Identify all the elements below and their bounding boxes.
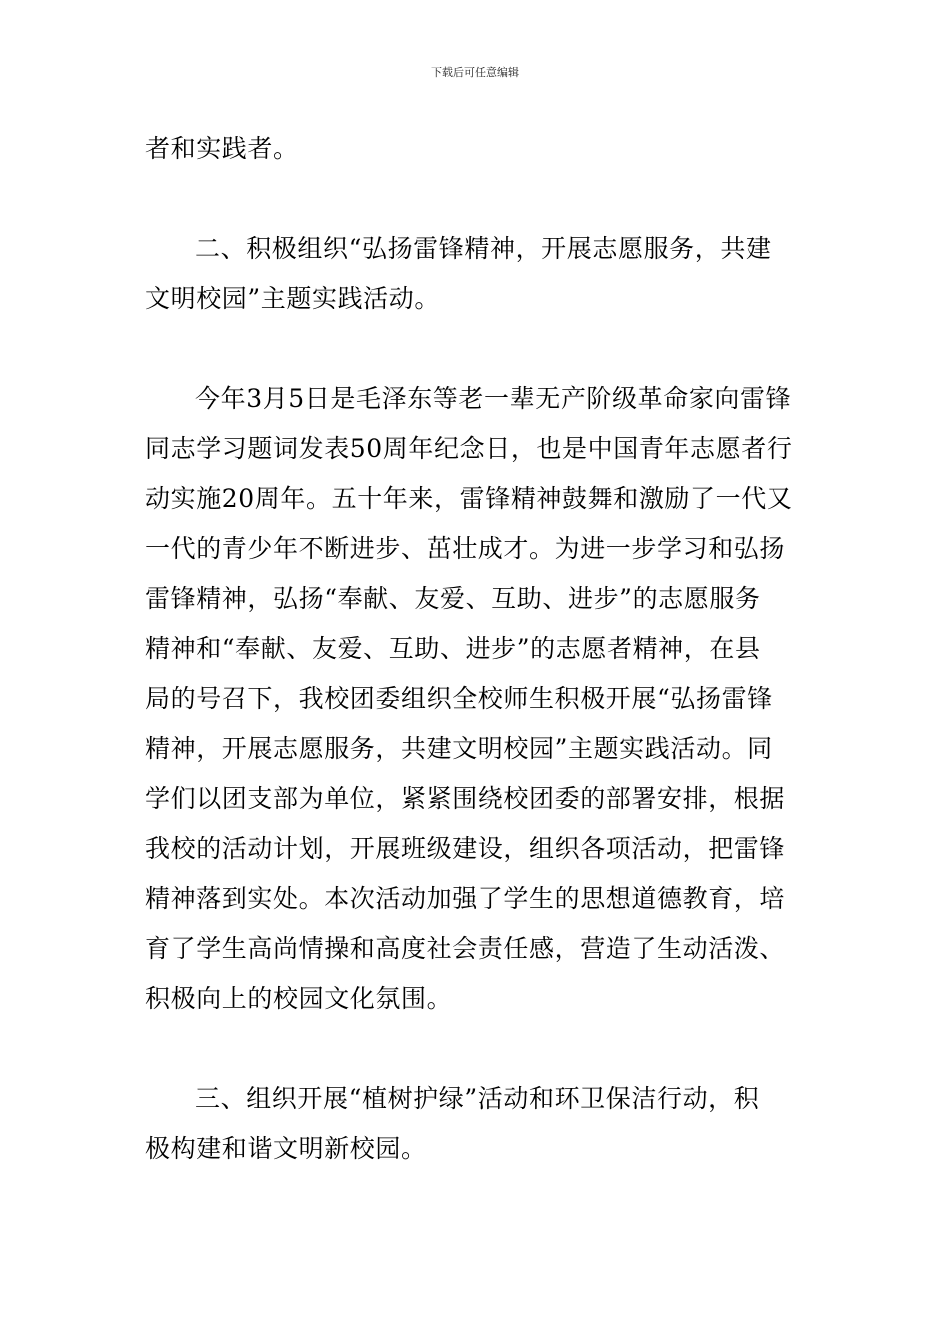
- section-heading-line: 二、积极组织“弘扬雷锋精神，开展志愿服务，共建: [195, 234, 772, 263]
- page-header: 下载后可任意编辑: [431, 66, 519, 79]
- paragraph-line: 局的号召下，我校团委组织全校师生积极开展“弘扬雷锋: [145, 684, 773, 713]
- section-heading-line: 三、组织开展“植树护绿”活动和环卫保洁行动，积: [195, 1084, 760, 1113]
- paragraph-line: 精神和“奉献、友爱、互助、进步”的志愿者精神，在县: [145, 634, 761, 663]
- section-heading-line: 文明校园”主题实践活动。: [145, 284, 440, 313]
- paragraph-line: 雷锋精神，弘扬“奉献、友爱、互助、进步”的志愿服务: [145, 584, 761, 613]
- paragraph-line: 积极向上的校园文化氛围。: [145, 984, 453, 1013]
- text-line: 者和实践者。: [145, 134, 299, 163]
- paragraph-line: 今年3月5日是毛泽东等老一辈无产阶级革命家向雷锋: [195, 384, 792, 413]
- paragraph-line: 一代的青少年不断进步、茁壮成才。为进一步学习和弘扬: [145, 534, 786, 563]
- paragraph-line: 同志学习题词发表50周年纪念日，也是中国青年志愿者行: [145, 434, 793, 463]
- paragraph-line: 动实施20周年。五十年来，雷锋精神鼓舞和激励了一代又: [145, 484, 793, 513]
- paragraph-line: 育了学生高尚情操和高度社会责任感，营造了生动活泼、: [145, 934, 786, 963]
- paragraph-line: 精神落到实处。本次活动加强了学生的思想道德教育，培: [145, 884, 786, 913]
- paragraph-line: 我校的活动计划，开展班级建设，组织各项活动，把雷锋: [145, 834, 786, 863]
- paragraph-line: 学们以团支部为单位，紧紧围绕校团委的部署安排，根据: [145, 784, 786, 813]
- paragraph-line: 精神，开展志愿服务，共建文明校园”主题实践活动。同: [145, 734, 773, 763]
- section-heading-line: 极构建和谐文明新校园。: [145, 1134, 427, 1163]
